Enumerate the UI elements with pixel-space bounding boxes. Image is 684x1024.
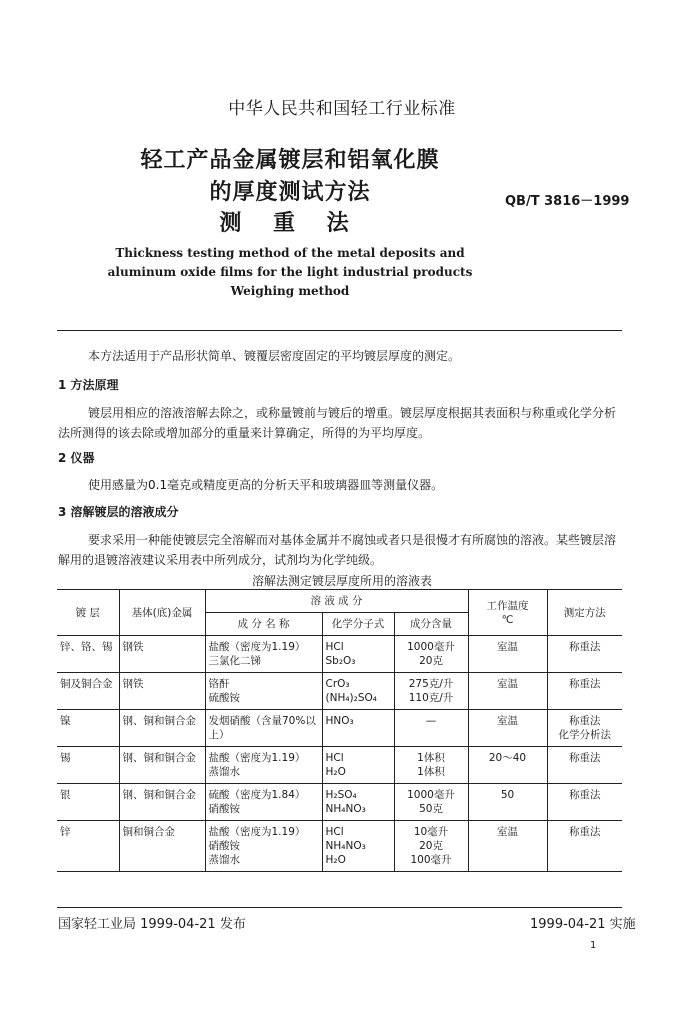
english-title-line-3: Weighing method: [230, 284, 350, 298]
footer-divider: [57, 907, 622, 908]
cell-names: 发烟硝酸（含量70%以上）: [205, 710, 322, 747]
section-3-text: 要求采用一种能使镀层完全溶解而对基体金属并不腐蚀或者只是很慢才有所腐蚀的溶液。某些镀层溶解用的退镀溶液建议采用表中所列成分，试剂均为化学纯级。: [58, 533, 617, 567]
table-caption: 溶解法测定镀层厚度所用的溶液表: [251, 574, 432, 588]
table-row: [57, 636, 622, 673]
header-divider: [57, 330, 622, 331]
cell-method: 称重法: [547, 784, 622, 821]
table-row: [57, 821, 622, 872]
cell-contents: 1体积 1体积: [394, 747, 468, 784]
cell-formulas: HCl Sb₂O₃: [322, 636, 394, 673]
title-line-3: 测 重 法: [219, 211, 361, 236]
cell-substrate: 钢铁: [119, 636, 205, 673]
cell-contents: 275克/升 110克/升: [394, 673, 468, 710]
header-component-name: 成 分 名 称: [205, 613, 322, 636]
header-temperature: 工作温度 ℃: [468, 590, 547, 636]
cell-names: 盐酸（密度为1.19） 硝酸铵 蒸馏水: [205, 821, 322, 872]
cell-substrate: 铜和铜合金: [119, 821, 205, 872]
cell-contents: 1000毫升 50克: [394, 784, 468, 821]
header-solution: 溶 液 成 分: [205, 590, 468, 613]
cell-substrate: 钢、铜和铜合金: [119, 747, 205, 784]
english-title-line-1: Thickness testing method of the metal deposits and: [115, 246, 465, 260]
cell-temp: 室温: [468, 636, 547, 673]
effective-date: 1999-04-21 实施: [530, 917, 636, 932]
cell-temp: 室温: [468, 821, 547, 872]
table-row: [57, 784, 622, 821]
cell-substrate: 钢、铜和铜合金: [119, 710, 205, 747]
section-3-heading: 3 溶解镀层的溶液成分: [58, 505, 179, 519]
cell-contents: 1000毫升 20克: [394, 636, 468, 673]
section-1-text: 镀层用相应的溶液溶解去除之，或称量镀前与镀后的增重。镀层厚度根据其表面积与称重或化学分析法所测得的该去除或增加部分的重量来计算确定，所得的为平均厚度。: [58, 406, 617, 440]
standard-code: QB/T 3816－1999: [505, 194, 630, 209]
table-row: [57, 747, 622, 784]
header-method: 测定方法: [547, 590, 622, 636]
cell-coating: 铜及铜合金: [57, 673, 119, 710]
cell-formulas: CrO₃ (NH₄)₂SO₄: [322, 673, 394, 710]
cell-names: 铬酐 硫酸铵: [205, 673, 322, 710]
cell-contents: —: [394, 710, 468, 747]
english-title-line-2: aluminum oxide films for the light industrial products: [107, 265, 473, 279]
cell-temp: 50: [468, 784, 547, 821]
title-line-2: 的厚度测试方法: [209, 180, 371, 205]
solution-table: [57, 589, 622, 872]
cell-formulas: HNO₃: [322, 710, 394, 747]
header-substrate: 基体(底)金属: [119, 590, 205, 636]
cell-temp: 20～40: [468, 747, 547, 784]
cell-temp: 室温: [468, 710, 547, 747]
cell-coating: 镍: [57, 710, 119, 747]
section-2-heading: 2 仪器: [58, 451, 95, 465]
cell-coating: 锌、铬、锡: [57, 636, 119, 673]
cell-formulas: HCl H₂O: [322, 747, 394, 784]
cell-method: 称重法: [547, 673, 622, 710]
cell-method: 称重法: [547, 747, 622, 784]
cell-temp: 室温: [468, 673, 547, 710]
cell-substrate: 钢、铜和铜合金: [119, 784, 205, 821]
cell-formulas: HCl NH₄NO₃ H₂O: [322, 821, 394, 872]
section-2-text: 使用感量为0.1毫克或精度更高的分析天平和玻璃器皿等测量仪器。: [88, 478, 444, 492]
cell-contents: 10毫升 20克 100毫升: [394, 821, 468, 872]
table-row: [57, 710, 622, 747]
header-content: 成分含量: [394, 613, 468, 636]
title-line-1: 轻工产品金属镀层和铝氧化膜: [140, 148, 440, 173]
page-number: 1: [590, 940, 597, 951]
issuing-body-heading: 中华人民共和国轻工行业标准: [228, 99, 456, 119]
cell-substrate: 钢铁: [119, 673, 205, 710]
cell-method: 称重法 化学分析法: [547, 710, 622, 747]
cell-method: 称重法: [547, 636, 622, 673]
intro-paragraph: 本方法适用于产品形状简单、镀覆层密度固定的平均镀层厚度的测定。: [88, 349, 461, 363]
cell-names: 盐酸（密度为1.19） 三氯化二锑: [205, 636, 322, 673]
cell-method: 称重法: [547, 821, 622, 872]
issue-info: 国家轻工业局 1999-04-21 发布: [58, 917, 246, 932]
cell-names: 硫酸（密度为1.84） 硝酸铵: [205, 784, 322, 821]
table-row: [57, 673, 622, 710]
cell-coating: 锡: [57, 747, 119, 784]
header-coating: 镀 层: [57, 590, 119, 636]
cell-coating: 银: [57, 784, 119, 821]
cell-names: 盐酸（密度为1.19） 蒸馏水: [205, 747, 322, 784]
cell-formulas: H₂SO₄ NH₄NO₃: [322, 784, 394, 821]
section-1-heading: 1 方法原理: [58, 378, 119, 392]
header-formula: 化学分子式: [322, 613, 394, 636]
cell-coating: 锌: [57, 821, 119, 872]
